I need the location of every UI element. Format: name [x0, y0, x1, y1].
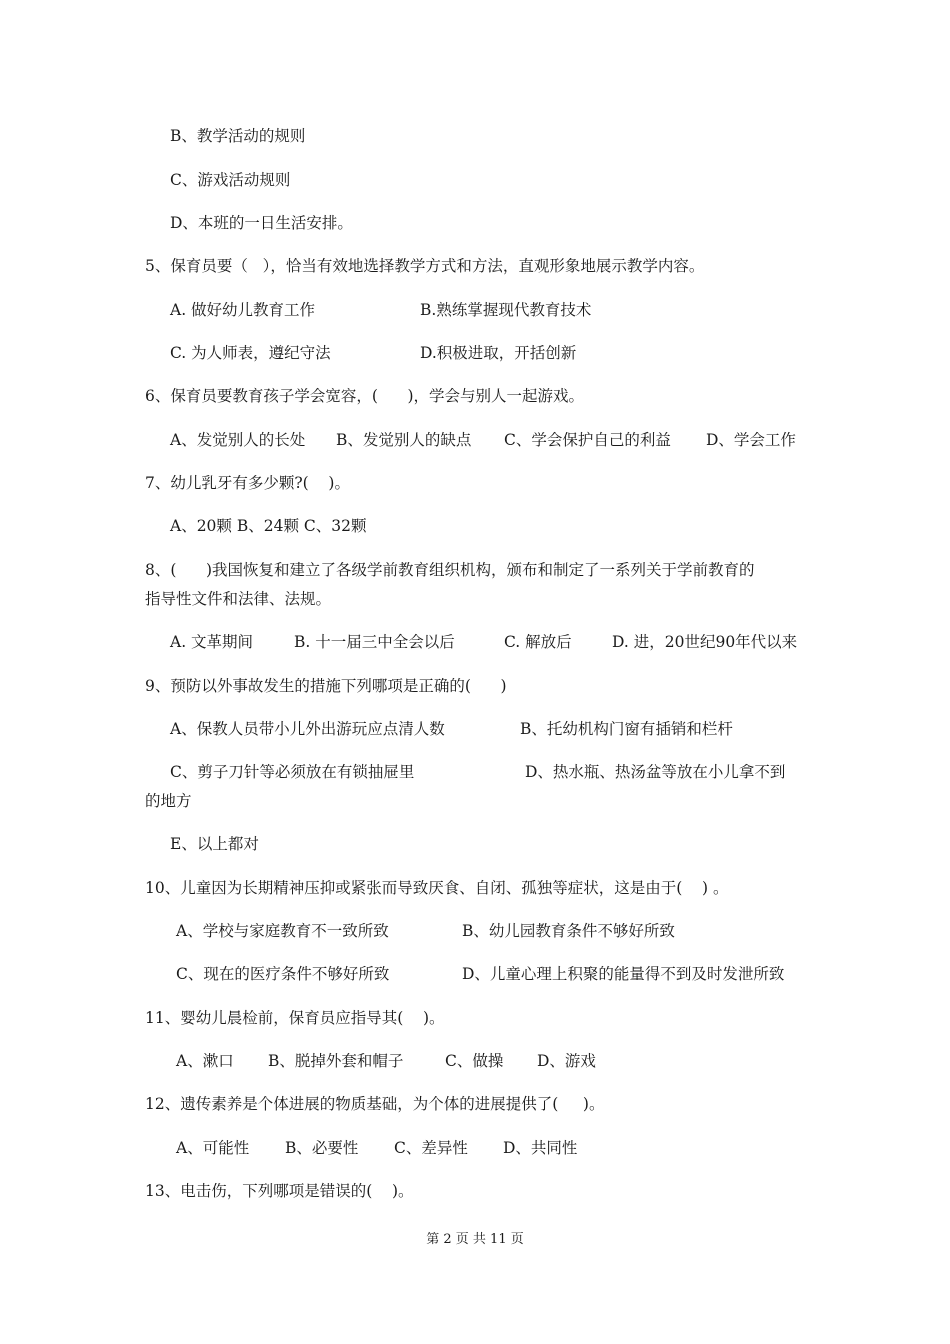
- q9-option-b: B、托幼机构门窗有插销和栏杆: [520, 720, 733, 738]
- q12-option-a: A、可能性: [176, 1139, 250, 1157]
- q5-option-a: A. 做好幼儿教育工作: [170, 301, 316, 319]
- q12-option-d: D、共同性: [503, 1139, 578, 1157]
- q5-option-d: D.积极进取，开括创新: [420, 344, 577, 362]
- page-number-footer: 第 2 页 共 11 页: [426, 1232, 524, 1247]
- q11-stem: 11、婴幼儿晨检前，保育员应指导其( )。: [145, 1009, 445, 1027]
- q8-stem-line1: 8、( )我国恢复和建立了各级学前教育组织机构，颁布和制定了一系列关于学前教育的: [145, 561, 755, 579]
- q5-option-c: C. 为人师表，遵纪守法: [170, 344, 331, 362]
- q8-option-b: B. 十一届三中全会以后: [294, 633, 455, 651]
- q9-stem: 9、预防以外事故发生的措施下列哪项是正确的( ): [145, 677, 507, 695]
- q11-option-c: C、做操: [445, 1052, 504, 1070]
- q10-option-c: C、现在的医疗条件不够好所致: [176, 965, 390, 983]
- q11-option-d: D、游戏: [537, 1052, 596, 1070]
- q9-option-c: C、剪子刀针等必须放在有锁抽屉里: [170, 763, 415, 781]
- q10-option-b: B、幼儿园教育条件不够好所致: [462, 922, 675, 940]
- q9-option-a: A、保教人员带小儿外出游玩应点清人数: [170, 720, 445, 738]
- q11-option-a: A、漱口: [176, 1052, 234, 1070]
- q7-options: A、20颗 B、24颗 C、32颗: [170, 517, 367, 535]
- q5-stem: 5、保育员要（ ），恰当有效地选择教学方式和方法，直观形象地展示教学内容。: [145, 257, 705, 275]
- q9-option-e: E、以上都对: [170, 835, 259, 853]
- q6-option-b: B、发觉别人的缺点: [336, 431, 472, 449]
- q9-option-d-continued: 的地方: [145, 792, 192, 810]
- q12-option-c: C、差异性: [394, 1139, 468, 1157]
- q8-option-a: A. 文革期间: [170, 633, 254, 651]
- q13-stem: 13、电击伤，下列哪项是错误的( )。: [145, 1182, 414, 1200]
- q8-option-d: D. 进，20世纪90年代以来: [612, 633, 798, 651]
- q7-stem: 7、幼儿乳牙有多少颗?( )。: [145, 474, 350, 492]
- q6-option-d: D、学会工作: [706, 431, 796, 449]
- q11-option-b: B、脱掉外套和帽子: [268, 1052, 404, 1070]
- q8-option-c: C. 解放后: [504, 633, 572, 651]
- q6-stem: 6、保育员要教育孩子学会宽容，( )，学会与别人一起游戏。: [145, 387, 585, 405]
- q6-option-a: A、发觉别人的长处: [170, 431, 306, 449]
- q10-option-a: A、学校与家庭教育不一致所致: [176, 922, 389, 940]
- q5-option-b: B.熟练掌握现代教育技术: [420, 301, 592, 319]
- q4-option-d: D、本班的一日生活安排。: [170, 214, 353, 232]
- q4-option-c: C、游戏活动规则: [170, 171, 291, 189]
- q9-option-d: D、热水瓶、热汤盆等放在小儿拿不到: [525, 763, 786, 781]
- q8-stem-line2: 指导性文件和法律、法规。: [145, 590, 332, 608]
- q6-option-c: C、学会保护自己的利益: [504, 431, 671, 449]
- q10-stem: 10、儿童因为长期精神压抑或紧张而导致厌食、自闭、孤独等症状，这是由于( ) 。: [145, 879, 729, 897]
- q10-option-d: D、儿童心理上积聚的能量得不到及时发泄所致: [462, 965, 785, 983]
- q4-option-b: B、教学活动的规则: [170, 127, 306, 145]
- q12-stem: 12、遗传素养是个体进展的物质基础，为个体的进展提供了( )。: [145, 1095, 605, 1113]
- q12-option-b: B、必要性: [285, 1139, 359, 1157]
